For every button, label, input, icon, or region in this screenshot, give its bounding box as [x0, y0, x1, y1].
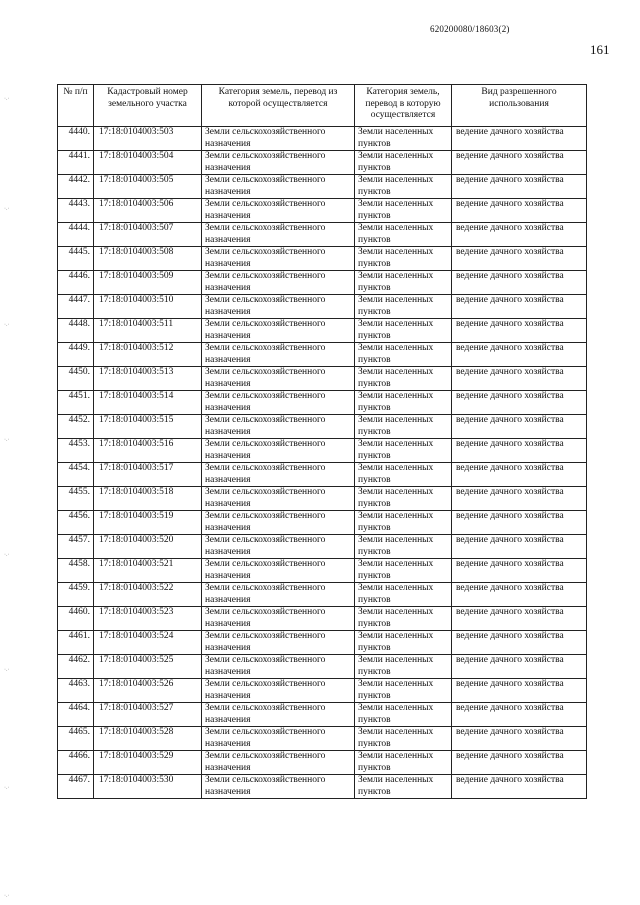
category-to-cell: Земли населенных пунктов [355, 367, 452, 391]
row-number-cell: 4462. [58, 655, 94, 679]
table-row [58, 607, 587, 631]
margin-mark: ·.· [4, 552, 10, 558]
category-to-cell: Земли населенных пунктов [355, 439, 452, 463]
cadastral-number-cell: 17:18:0104003:517 [94, 463, 202, 487]
category-to-cell: Земли населенных пунктов [355, 727, 452, 751]
row-number-cell: 4448. [58, 319, 94, 343]
category-to-cell: Земли населенных пунктов [355, 199, 452, 223]
category-to-cell: Земли населенных пунктов [355, 391, 452, 415]
row-number-cell: 4455. [58, 487, 94, 511]
cadastral-number-cell: 17:18:0104003:521 [94, 559, 202, 583]
category-from-cell: Земли сельскохозяйственного назначения [202, 175, 355, 199]
category-to-cell: Земли населенных пунктов [355, 175, 452, 199]
permitted-use-cell: ведение дачного хозяйства [452, 463, 587, 487]
cadastral-number-cell: 17:18:0104003:523 [94, 607, 202, 631]
row-number-cell: 4449. [58, 343, 94, 367]
category-from-cell: Земли сельскохозяйственного назначения [202, 463, 355, 487]
category-from-cell: Земли сельскохозяйственного назначения [202, 367, 355, 391]
category-from-cell: Земли сельскохозяйственного назначения [202, 199, 355, 223]
cadastral-number-cell: 17:18:0104003:507 [94, 223, 202, 247]
margin-mark: ·.· [4, 785, 10, 791]
category-from-cell: Земли сельскохозяйственного назначения [202, 247, 355, 271]
category-from-cell: Земли сельскохозяйственного назначения [202, 535, 355, 559]
cadastral-number-cell: 17:18:0104003:509 [94, 271, 202, 295]
column-header-cadastral-number: Кадастровый номер земельного участка [94, 85, 202, 127]
category-from-cell: Земли сельскохозяйственного назначения [202, 415, 355, 439]
row-number-cell: 4464. [58, 703, 94, 727]
table-row [58, 655, 587, 679]
cadastral-number-cell: 17:18:0104003:529 [94, 751, 202, 775]
table-row [58, 751, 587, 775]
table-row [58, 295, 587, 319]
category-from-cell: Земли сельскохозяйственного назначения [202, 583, 355, 607]
category-from-cell: Земли сельскохозяйственного назначения [202, 703, 355, 727]
category-to-cell: Земли населенных пунктов [355, 463, 452, 487]
category-from-cell: Земли сельскохозяйственного назначения [202, 751, 355, 775]
cadastral-number-cell: 17:18:0104003:511 [94, 319, 202, 343]
row-number-cell: 4460. [58, 607, 94, 631]
category-to-cell: Земли населенных пунктов [355, 415, 452, 439]
cadastral-number-cell: 17:18:0104003:522 [94, 583, 202, 607]
category-from-cell: Земли сельскохозяйственного назначения [202, 559, 355, 583]
category-to-cell: Земли населенных пунктов [355, 583, 452, 607]
row-number-cell: 4452. [58, 415, 94, 439]
category-to-cell: Земли населенных пунктов [355, 247, 452, 271]
cadastral-number-cell: 17:18:0104003:516 [94, 439, 202, 463]
table-row [58, 487, 587, 511]
table-row [58, 247, 587, 271]
category-to-cell: Земли населенных пунктов [355, 127, 452, 151]
category-to-cell: Земли населенных пунктов [355, 703, 452, 727]
row-number-cell: 4440. [58, 127, 94, 151]
permitted-use-cell: ведение дачного хозяйства [452, 271, 587, 295]
table-row [58, 679, 587, 703]
row-number-cell: 4457. [58, 535, 94, 559]
category-from-cell: Земли сельскохозяйственного назначения [202, 631, 355, 655]
permitted-use-cell: ведение дачного хозяйства [452, 679, 587, 703]
table-row [58, 511, 587, 535]
column-header-permitted-use: Вид разрешенного использования [452, 85, 587, 127]
category-from-cell: Земли сельскохозяйственного назначения [202, 343, 355, 367]
row-number-cell: 4454. [58, 463, 94, 487]
permitted-use-cell: ведение дачного хозяйства [452, 199, 587, 223]
table-row [58, 535, 587, 559]
table-row [58, 559, 587, 583]
category-to-cell: Земли населенных пунктов [355, 271, 452, 295]
row-number-cell: 4467. [58, 775, 94, 799]
permitted-use-cell: ведение дачного хозяйства [452, 223, 587, 247]
table-row [58, 703, 587, 727]
category-to-cell: Земли населенных пунктов [355, 631, 452, 655]
land-plots-table [57, 84, 587, 799]
row-number-cell: 4458. [58, 559, 94, 583]
cadastral-number-cell: 17:18:0104003:528 [94, 727, 202, 751]
table-row [58, 391, 587, 415]
permitted-use-cell: ведение дачного хозяйства [452, 583, 587, 607]
column-header-number: № п/п [58, 85, 94, 127]
table-row [58, 463, 587, 487]
category-to-cell: Земли населенных пунктов [355, 487, 452, 511]
table-row [58, 151, 587, 175]
category-to-cell: Земли населенных пунктов [355, 535, 452, 559]
permitted-use-cell: ведение дачного хозяйства [452, 151, 587, 175]
table-row [58, 271, 587, 295]
category-to-cell: Земли населенных пунктов [355, 151, 452, 175]
category-to-cell: Земли населенных пунктов [355, 655, 452, 679]
permitted-use-cell: ведение дачного хозяйства [452, 703, 587, 727]
row-number-cell: 4465. [58, 727, 94, 751]
row-number-cell: 4459. [58, 583, 94, 607]
column-header-category-from: Категория земель, перевод из которой осуществляется [202, 85, 355, 127]
category-to-cell: Земли населенных пунктов [355, 607, 452, 631]
row-number-cell: 4443. [58, 199, 94, 223]
table-row [58, 175, 587, 199]
category-from-cell: Земли сельскохозяйственного назначения [202, 727, 355, 751]
category-from-cell: Земли сельскохозяйственного назначения [202, 319, 355, 343]
permitted-use-cell: ведение дачного хозяйства [452, 127, 587, 151]
category-from-cell: Земли сельскохозяйственного назначения [202, 127, 355, 151]
cadastral-number-cell: 17:18:0104003:506 [94, 199, 202, 223]
table-row [58, 343, 587, 367]
table-row [58, 223, 587, 247]
permitted-use-cell: ведение дачного хозяйства [452, 727, 587, 751]
category-to-cell: Земли населенных пунктов [355, 223, 452, 247]
cadastral-number-cell: 17:18:0104003:505 [94, 175, 202, 199]
margin-mark: ·.· [4, 322, 10, 328]
permitted-use-cell: ведение дачного хозяйства [452, 487, 587, 511]
margin-mark: ·.· [4, 437, 10, 443]
column-header-category-to: Категория земель, перевод в которую осуществляется [355, 85, 452, 127]
cadastral-number-cell: 17:18:0104003:526 [94, 679, 202, 703]
category-to-cell: Земли населенных пунктов [355, 343, 452, 367]
category-to-cell: Земли населенных пунктов [355, 559, 452, 583]
permitted-use-cell: ведение дачного хозяйства [452, 655, 587, 679]
cadastral-number-cell: 17:18:0104003:508 [94, 247, 202, 271]
cadastral-number-cell: 17:18:0104003:510 [94, 295, 202, 319]
row-number-cell: 4442. [58, 175, 94, 199]
document-reference-number: 620200080/18603(2) [430, 24, 510, 34]
permitted-use-cell: ведение дачного хозяйства [452, 295, 587, 319]
category-from-cell: Земли сельскохозяйственного назначения [202, 607, 355, 631]
permitted-use-cell: ведение дачного хозяйства [452, 391, 587, 415]
table-row [58, 727, 587, 751]
margin-mark: ·.· [4, 96, 10, 102]
row-number-cell: 4466. [58, 751, 94, 775]
row-number-cell: 4447. [58, 295, 94, 319]
cadastral-number-cell: 17:18:0104003:514 [94, 391, 202, 415]
row-number-cell: 4445. [58, 247, 94, 271]
category-to-cell: Земли населенных пунктов [355, 295, 452, 319]
table-row [58, 775, 587, 799]
cadastral-number-cell: 17:18:0104003:503 [94, 127, 202, 151]
cadastral-number-cell: 17:18:0104003:527 [94, 703, 202, 727]
category-from-cell: Земли сельскохозяйственного назначения [202, 679, 355, 703]
table-row [58, 583, 587, 607]
category-from-cell: Земли сельскохозяйственного назначения [202, 223, 355, 247]
cadastral-number-cell: 17:18:0104003:530 [94, 775, 202, 799]
table-row [58, 199, 587, 223]
permitted-use-cell: ведение дачного хозяйства [452, 319, 587, 343]
category-from-cell: Земли сельскохозяйственного назначения [202, 439, 355, 463]
row-number-cell: 4456. [58, 511, 94, 535]
row-number-cell: 4441. [58, 151, 94, 175]
row-number-cell: 4446. [58, 271, 94, 295]
cadastral-number-cell: 17:18:0104003:524 [94, 631, 202, 655]
category-to-cell: Земли населенных пунктов [355, 319, 452, 343]
permitted-use-cell: ведение дачного хозяйства [452, 439, 587, 463]
cadastral-number-cell: 17:18:0104003:512 [94, 343, 202, 367]
cadastral-number-cell: 17:18:0104003:515 [94, 415, 202, 439]
permitted-use-cell: ведение дачного хозяйства [452, 415, 587, 439]
cadastral-number-cell: 17:18:0104003:518 [94, 487, 202, 511]
category-to-cell: Земли населенных пунктов [355, 511, 452, 535]
margin-mark: ·.· [4, 206, 10, 212]
category-from-cell: Земли сельскохозяйственного назначения [202, 295, 355, 319]
row-number-cell: 4461. [58, 631, 94, 655]
table-body [58, 127, 587, 799]
cadastral-number-cell: 17:18:0104003:519 [94, 511, 202, 535]
permitted-use-cell: ведение дачного хозяйства [452, 631, 587, 655]
permitted-use-cell: ведение дачного хозяйства [452, 775, 587, 799]
table-row [58, 439, 587, 463]
margin-mark: ·.· [4, 893, 10, 899]
table-row [58, 319, 587, 343]
category-to-cell: Земли населенных пунктов [355, 775, 452, 799]
row-number-cell: 4450. [58, 367, 94, 391]
category-to-cell: Земли населенных пунктов [355, 751, 452, 775]
row-number-cell: 4463. [58, 679, 94, 703]
permitted-use-cell: ведение дачного хозяйства [452, 559, 587, 583]
table-row [58, 631, 587, 655]
category-from-cell: Земли сельскохозяйственного назначения [202, 271, 355, 295]
category-from-cell: Земли сельскохозяйственного назначения [202, 391, 355, 415]
permitted-use-cell: ведение дачного хозяйства [452, 343, 587, 367]
table-row [58, 367, 587, 391]
category-from-cell: Земли сельскохозяйственного назначения [202, 775, 355, 799]
cadastral-number-cell: 17:18:0104003:525 [94, 655, 202, 679]
permitted-use-cell: ведение дачного хозяйства [452, 367, 587, 391]
permitted-use-cell: ведение дачного хозяйства [452, 175, 587, 199]
category-from-cell: Земли сельскохозяйственного назначения [202, 151, 355, 175]
page-number: 161 [590, 42, 610, 57]
permitted-use-cell: ведение дачного хозяйства [452, 607, 587, 631]
permitted-use-cell: ведение дачного хозяйства [452, 511, 587, 535]
cadastral-number-cell: 17:18:0104003:504 [94, 151, 202, 175]
category-to-cell: Земли населенных пунктов [355, 679, 452, 703]
permitted-use-cell: ведение дачного хозяйства [452, 247, 587, 271]
cadastral-number-cell: 17:18:0104003:513 [94, 367, 202, 391]
category-from-cell: Земли сельскохозяйственного назначения [202, 511, 355, 535]
row-number-cell: 4453. [58, 439, 94, 463]
table-row [58, 127, 587, 151]
table-header-row [58, 85, 587, 127]
margin-mark: ·.· [4, 667, 10, 673]
row-number-cell: 4451. [58, 391, 94, 415]
table-row [58, 415, 587, 439]
category-from-cell: Земли сельскохозяйственного назначения [202, 487, 355, 511]
permitted-use-cell: ведение дачного хозяйства [452, 751, 587, 775]
category-from-cell: Земли сельскохозяйственного назначения [202, 655, 355, 679]
permitted-use-cell: ведение дачного хозяйства [452, 535, 587, 559]
cadastral-number-cell: 17:18:0104003:520 [94, 535, 202, 559]
row-number-cell: 4444. [58, 223, 94, 247]
